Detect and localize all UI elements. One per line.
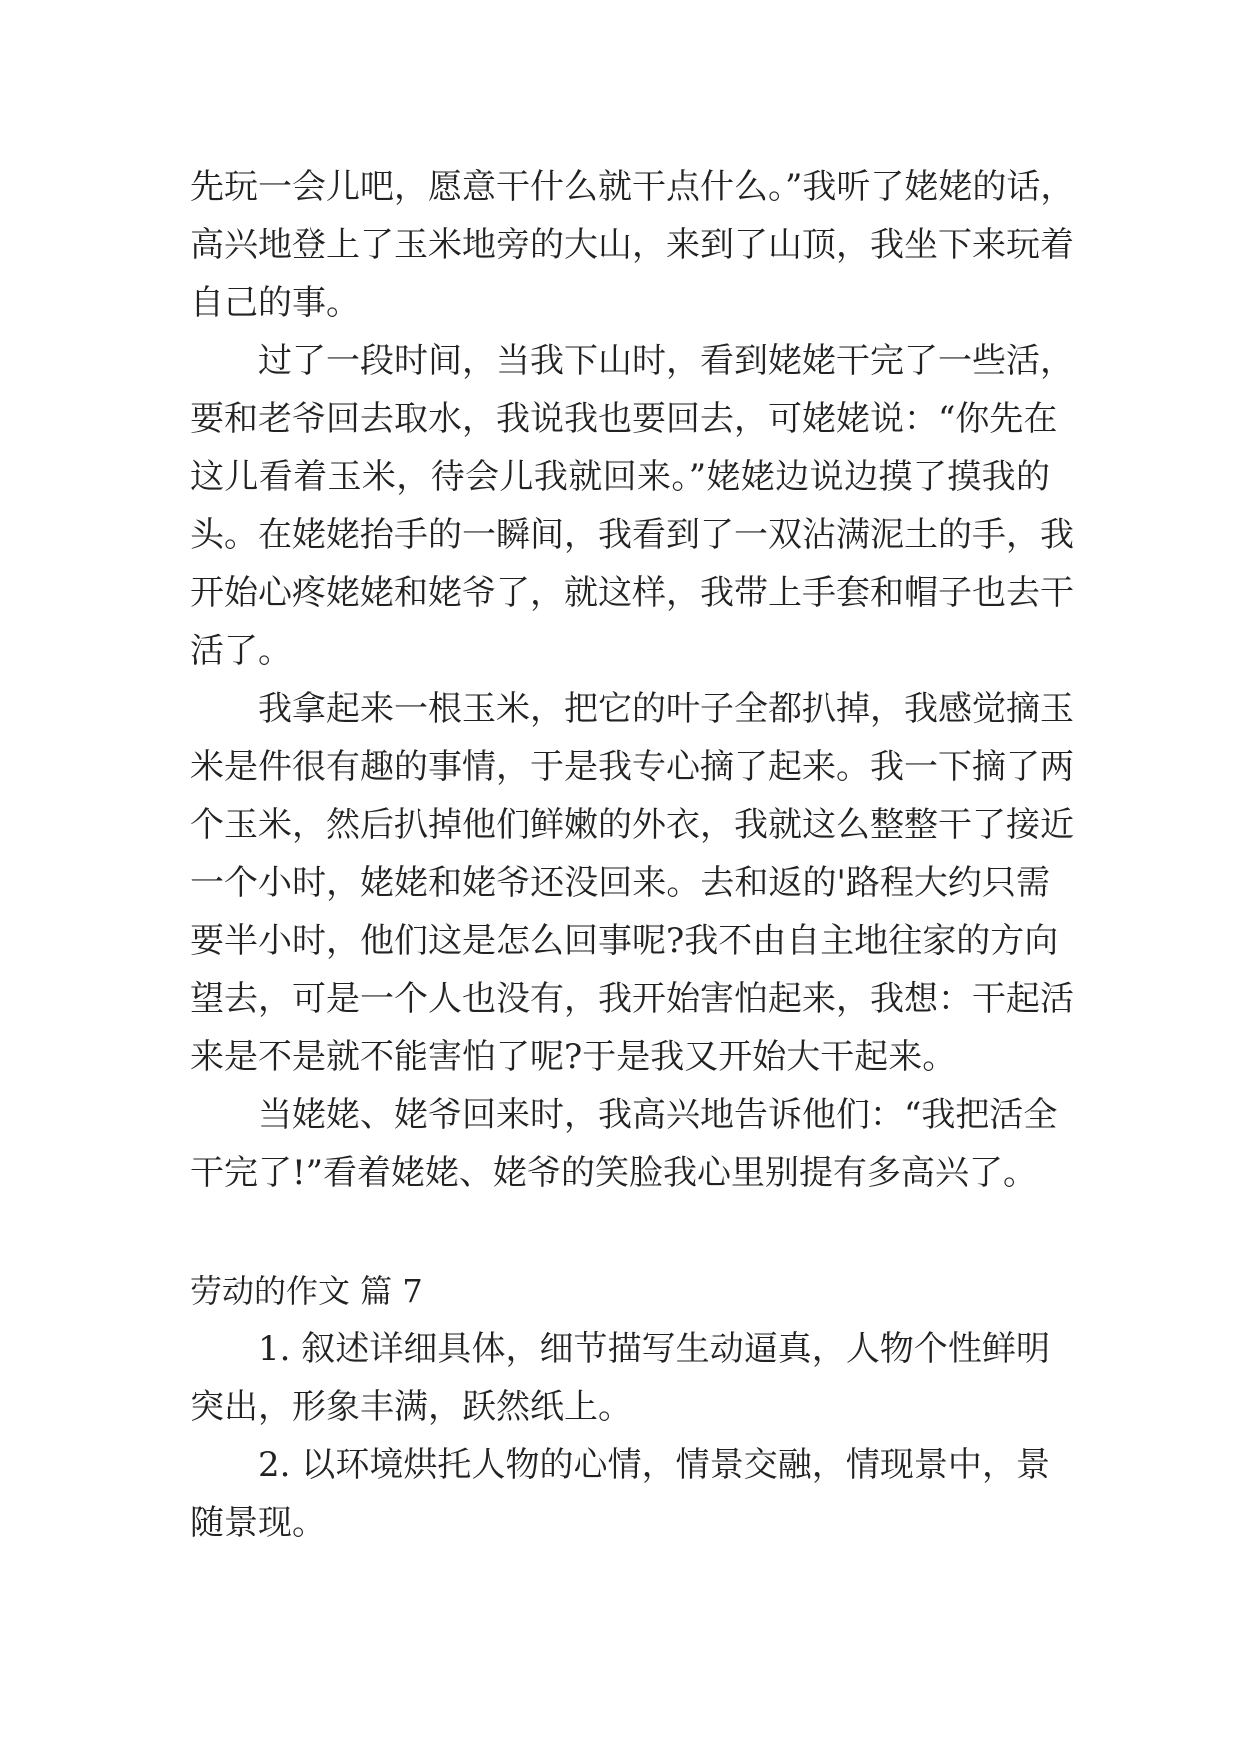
list-item-line: 突出，形象丰满，跃然纸上。 [190,1387,632,1427]
paragraph-line: 自己的事。 [190,283,360,323]
paragraph-line: 这儿看着玉米，待会儿我就回来。”姥姥边说边摸了摸我的 [190,457,1050,497]
paragraph-line: 先玩一会儿吧，愿意干什么就干点什么。”我听了姥姥的话， [190,167,1075,207]
paragraph-line: 我拿起来一根玉米，把它的叶子全都扒掉，我感觉摘玉 [258,689,1074,729]
paragraph-line: 个玉米，然后扒掉他们鲜嫩的外衣，我就这么整整干了接近 [190,805,1074,845]
paragraph-line: 开始心疼姥姥和姥爷了，就这样，我带上手套和帽子也去干 [190,573,1074,613]
section-heading: 劳动的作文 篇 7 [190,1272,423,1310]
paragraph-line: 要和老爷回去取水，我说我也要回去，可姥姥说：“你先在 [190,399,1058,439]
paragraph-line: 过了一段时间，当我下山时，看到姥姥干完了一些活， [258,341,1074,381]
paragraph-line: 高兴地登上了玉米地旁的大山，来到了山顶，我坐下来玩着 [190,225,1074,265]
list-item-line: 随景现。 [190,1503,326,1543]
paragraph-line: 一个小时，姥姥和姥爷还没回来。去和返的'路程大约只需 [190,863,1050,903]
paragraph-line: 头。在姥姥抬手的一瞬间，我看到了一双沾满泥土的手，我 [190,515,1074,555]
paragraph-line: 当姥姥、姥爷回来时，我高兴地告诉他们：“我把活全 [258,1095,1058,1135]
paragraph-line: 活了。 [190,631,292,671]
list-item-line: 2. 以环境烘托人物的心情，情景交融，情现景中，景 [258,1445,1050,1485]
paragraph-line: 望去，可是一个人也没有，我开始害怕起来，我想：干起活 [190,979,1074,1019]
paragraph-line: 干完了!”看着姥姥、姥爷的笑脸我心里别提有多高兴了。 [190,1153,1038,1193]
paragraph-line: 米是件很有趣的事情，于是我专心摘了起来。我一下摘了两 [190,747,1074,787]
paragraph-line: 来是不是就不能害怕了呢?于是我又开始大干起来。 [190,1037,957,1077]
list-item-line: 1. 叙述详细具体，细节描写生动逼真，人物个性鲜明 [258,1329,1050,1369]
paragraph-line: 要半小时，他们这是怎么回事呢?我不由自主地往家的方向 [190,921,1059,961]
